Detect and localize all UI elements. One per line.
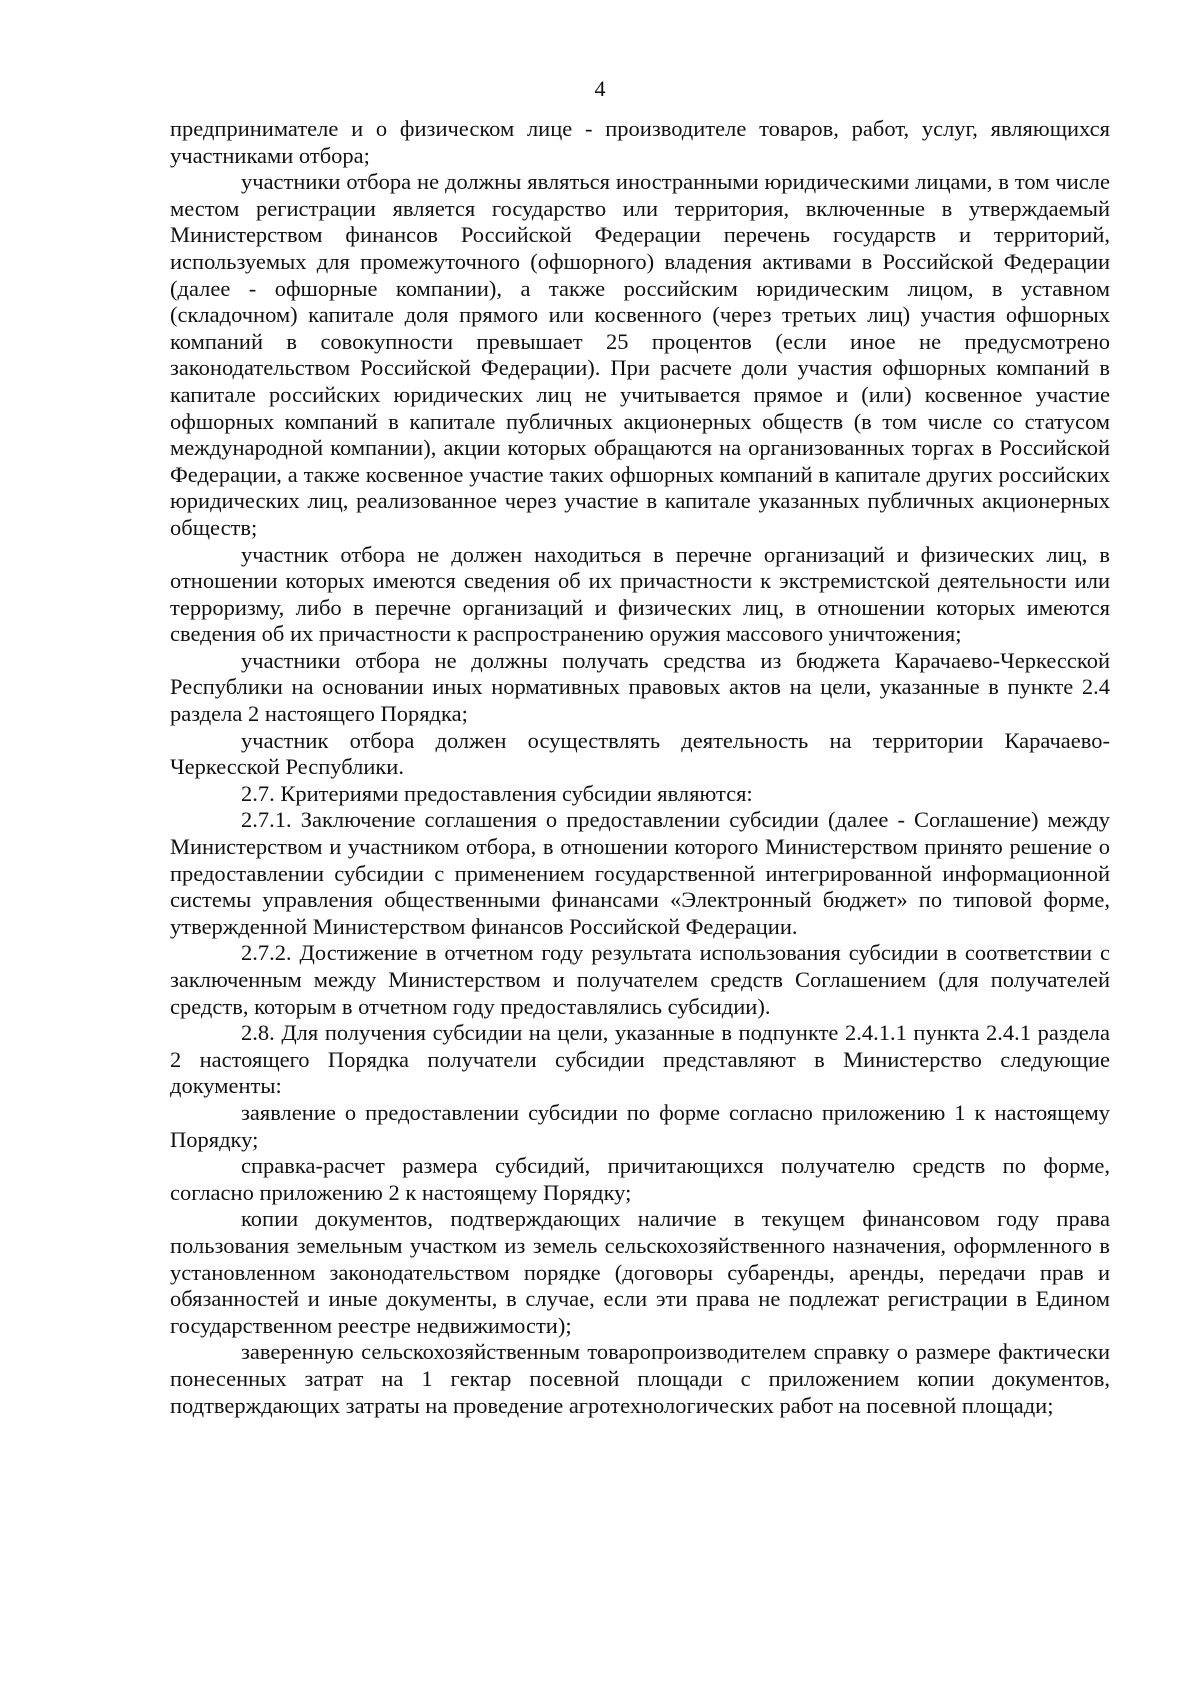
document-body xyxy=(170,116,1110,1419)
paragraph: участники отбора не должны получать средства из бюджета Карачаево-Черкесской Республики на основании иных нормативных правовых актов на цели, указанные в пункте 2.4 раздела 2 настоящего Порядка; xyxy=(170,647,1110,727)
paragraph: 2.7.2. Достижение в отчетном году результата использования субсидии в соответствии с заключенным между Министерством и получателем средств Соглашением (для получателей средств, которым в отчетном году предоставлялись субсидии). xyxy=(170,940,1110,1019)
paragraph: участники отбора не должны являться иностранными юридическими лицами, в том числе местом регистрации является государство или территория, включенные в утверждаемый Министерством финансов Российской Федерации перечень государств и территорий, используемых для промежуточного (офшорного) владения активами в Российской Федерации (далее - офшорные компании), а также российским юридическим лицом, в уставном (складочном) капитале доля прямого или косвенного (через третьих лиц) участия офшорных компаний в совокупности превышает 25 процентов (если иное не предусмотрено законодательством Российской Федерации). При расчете доли участия офшорных компаний в капитале российских юридических лиц не учитывается прямое и (или) косвенное участие офшорных компаний в капитале публичных акционерных обществ (в том числе со статусом международной компании), акции которых обращаются на организованных торгах в Российской Федерации, а также косвенное участие таких офшорных компаний в капитале других российских юридических лиц, реализованное через участие в капитале указанных публичных акционерных обществ; xyxy=(170,169,1110,540)
paragraph: заявление о предоставлении субсидии по форме согласно приложению 1 к настоящему Порядку; xyxy=(170,1099,1110,1152)
paragraph: 2.7. Критериями предоставления субсидии являются: xyxy=(241,780,753,806)
paragraph: 2.8. Для получения субсидии на цели, указанные в подпункте 2.4.1.1 пункта 2.4.1 раздела 2 настоящего Порядка получатели субсидии представляют в Министерство следующие документы: xyxy=(170,1020,1110,1099)
paragraph: 2.7.1. Заключение соглашения о предоставлении субсидии (далее - Соглашение) между Министерством и участником отбора, в отношении которого Министерством принято решение о предоставлении субсидии с применением государственной интегрированной информационной системы управления общественными финансами «Электронный бюджет» по типовой форме, утвержденной Министерством финансов Российской Федерации. xyxy=(170,807,1110,939)
paragraph: справка-расчет размера субсидий, причитающихся получателю средств по форме, согласно приложению 2 к настоящему Порядку; xyxy=(170,1153,1110,1205)
paragraph: заверенную сельскохозяйственным товаропроизводителем справку о размере фактически понесенных затрат на 1 гектар посевной площади с приложением копии документов, подтверждающих затраты на проведение агротехнологических работ на посевной площади; xyxy=(170,1339,1110,1418)
paragraph: участник отбора не должен находиться в перечне организаций и физических лиц, в отношении которых имеются сведения об их причастности к экстремистской деятельности или терроризму, либо в перечне организаций и физических лиц, в отношении которых имеются сведения об их причастности к распространению оружия массового уничтожения; xyxy=(170,541,1110,647)
page-number: 4 xyxy=(594,76,606,101)
paragraph: предпринимателе и о физическом лице - производителе товаров, работ, услуг, являющихся участниками отбора; xyxy=(170,116,1110,168)
paragraph: участник отбора должен осуществлять деятельность на территории Карачаево-Черкесской Республики. xyxy=(170,727,1110,780)
paragraph: копии документов, подтверждающих наличие в текущем финансовом году права пользования земельным участком из земель сельскохозяйственного назначения, оформленного в установленном законодательством порядке (договоры субаренды, аренды, передачи прав и обязанностей и иные документы, в случае, если эти права не подлежат регистрации в Едином государственном реестре недвижимости); xyxy=(170,1206,1110,1338)
